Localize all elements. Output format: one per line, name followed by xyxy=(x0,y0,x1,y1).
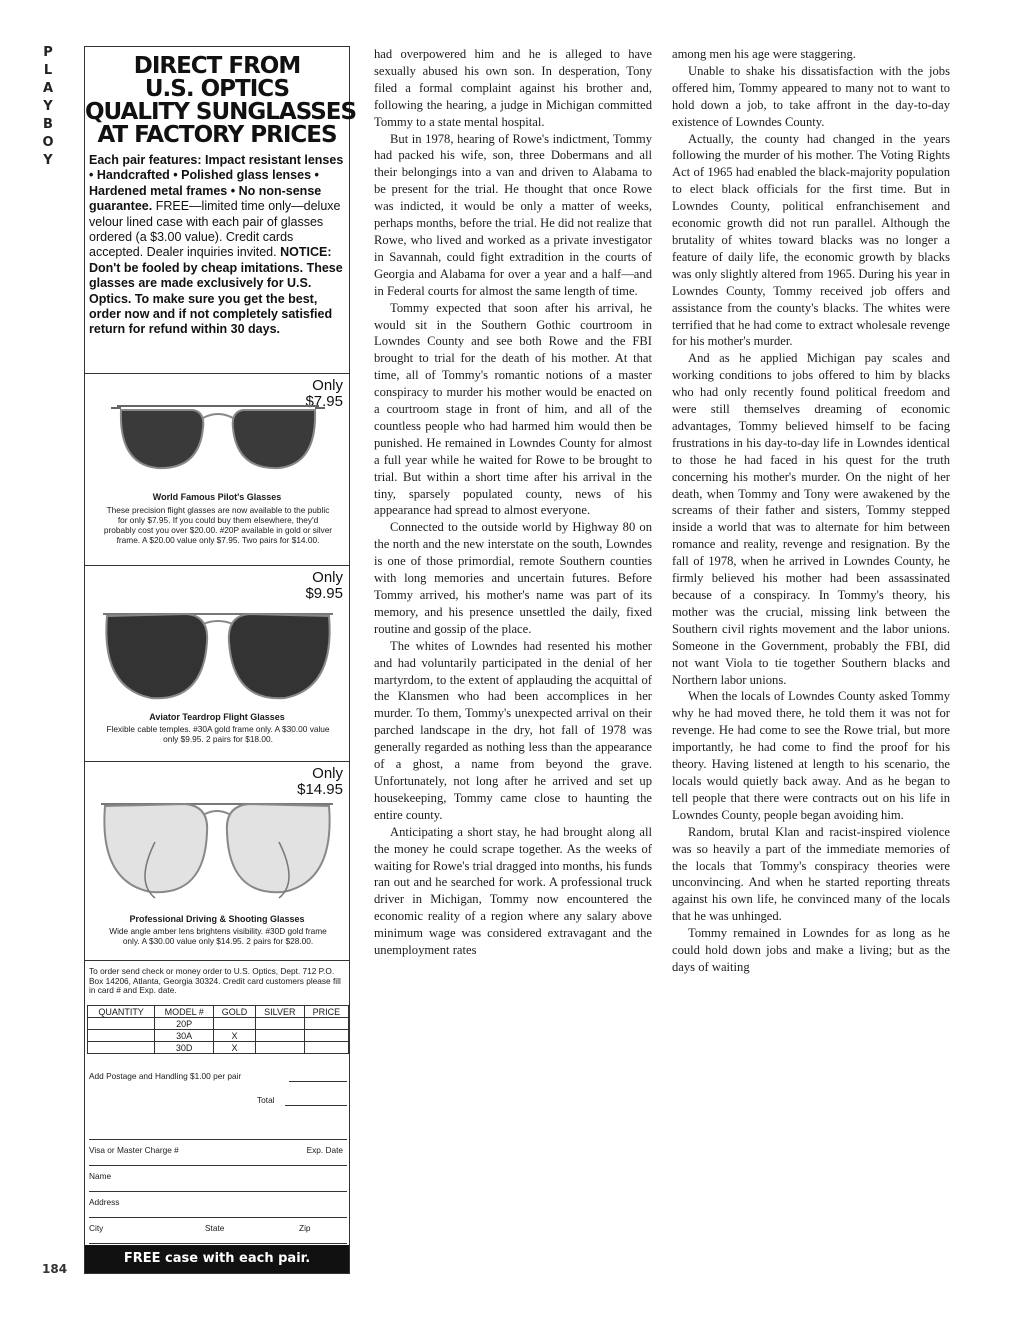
name-label: Name xyxy=(89,1171,112,1181)
order-instructions: To order send check or money order to U.S. Optics, Dept. 712 P.O. Box 14206, Atlanta, Georgia 30324. Credit card customers please fill in card # and Exp. date. xyxy=(89,966,341,995)
headline-line: U.S. OPTICS xyxy=(144,76,290,102)
total-field[interactable] xyxy=(285,1105,347,1106)
product-shooting xyxy=(85,761,349,960)
price-cell[interactable] xyxy=(304,1018,348,1030)
headline-line: AT FACTORY PRICES xyxy=(97,122,337,148)
model-cell: 30A xyxy=(155,1030,214,1042)
price-cell[interactable] xyxy=(304,1042,348,1054)
paragraph: Random, brutal Klan and racist-inspired violence was so heavily a part of the immediate memories of the locals that Tommy's conspiracy theories were unconvincing. And when he started reporting threats against his own life, he convinced many of the locals that he was unhinged. xyxy=(672,824,950,924)
paragraph: When the locals of Lowndes County asked Tommy why he had moved there, he told them it was not for revenge. He had come to see the Rowe trial, but more importantly, he had come to find the proof for his theory. Having listened at length to his scenario, the locals would quietly back away. And as he began to tell people that there were contracts out on his life in Lowndes County, people began avoiding him. xyxy=(672,689,950,822)
city-label: City xyxy=(89,1223,104,1233)
table-row xyxy=(88,1018,349,1030)
price-label: Only xyxy=(312,765,343,782)
postage-field[interactable] xyxy=(289,1081,347,1082)
postage-label: Add Postage and Handling $1.00 per pair xyxy=(89,1071,242,1081)
masthead-letter: P xyxy=(43,45,53,60)
table-header-row xyxy=(88,1006,349,1018)
product-description: Flexible cable temples. #30A gold frame only. A $30.00 value only $9.95. 2 pairs for $18.00. xyxy=(106,724,330,744)
paragraph: Actually, the county had changed in the years following the murder of his mother. The Voting Rights Act of 1965 had enabled the black-majority population to elect black officials for the first time. But in Lowndes County, political enfranchisement and economic growth did not run parallel. Although the brutality of whites toward blacks was no longer a feature of daily life, the economic growth by blacks was only slightly altered from 1965. During his year in Lowndes County, Tommy received job offers and assistance from the county's blacks. The whites were terrified that he had come to extract wholesale revenge for his mother's murder. xyxy=(672,131,950,349)
postage-line xyxy=(89,1071,347,1081)
city-state-zip-field[interactable] xyxy=(89,1223,347,1244)
gold-cell[interactable]: X xyxy=(214,1042,256,1054)
price-value: $9.95 xyxy=(305,585,343,602)
table-header: QUANTITY xyxy=(88,1006,155,1018)
quantity-cell[interactable] xyxy=(88,1030,155,1042)
card-divider xyxy=(89,1119,347,1140)
masthead-letter: Y xyxy=(43,99,53,114)
price-label: Only xyxy=(312,569,343,586)
product-pilot xyxy=(85,373,349,565)
aviator-glasses-image xyxy=(99,594,337,704)
product-name: Aviator Teardrop Flight Glasses xyxy=(149,712,285,722)
order-form xyxy=(85,960,349,1233)
name-field[interactable] xyxy=(89,1171,347,1192)
price-value: $7.95 xyxy=(305,393,343,410)
headline-line: QUALITY SUNGLASSES xyxy=(85,99,357,125)
paragraph: Unable to shake his dissatisfaction with the jobs offered him, Tommy appeared to many not to want to hold down a job, to take affront in the day-to-day existence of Lowndes County. xyxy=(672,63,950,129)
paragraph: But in 1978, hearing of Rowe's indictment, Tommy had packed his wife, son, three Dobermans and all their belongings into a van and driven to Alabama to be present for the trial. He thought that once Rowe was indicted, it would be only a matter of weeks, perhaps months, before the trial. He did not realize that Rowe, who lived and worked as a private investigator in Savannah, could fight extradition in the courts of Georgia and Alabama for over a year and a half—and in Federal courts for almost the same length of time. xyxy=(374,131,653,298)
price-value: $14.95 xyxy=(297,781,343,798)
paragraph: The whites of Lowndes had resented his mother and had voluntarily participated in the denial of her martyrdom, to the extent of applauding the acquittal of the Klansmen who had been accomplices in her murder. To them, Tommy's unexpected arrival on their parched landscape in the dry, hot fall of 1978 was generally regarded as nothing less than the appearance of a ghost, a name from beyond the grave. Unfortunately, not long after he arrived and set up housekeeping, Tommy came close to haunting the entire county. xyxy=(374,638,652,822)
table-row xyxy=(88,1030,349,1042)
price-cell[interactable] xyxy=(304,1030,348,1042)
pilot-glasses-image xyxy=(107,394,329,474)
card-label: Visa or Master Charge # xyxy=(89,1145,179,1155)
price-label: Only xyxy=(312,377,343,394)
headline-line: DIRECT FROM xyxy=(133,53,301,79)
article-column-3 xyxy=(672,46,950,976)
gold-cell[interactable]: X xyxy=(214,1030,256,1042)
paragraph: had overpowered him and he is alleged to have sexually abused his own son. In desperation, Tony filed a formal complaint against his brother and, following the hearing, a judge in Michigan committed Tommy to a state mental hospital. xyxy=(374,47,652,129)
ad-copy xyxy=(89,153,347,338)
table-header: MODEL # xyxy=(155,1006,214,1018)
table-header: PRICE xyxy=(304,1006,348,1018)
table-row xyxy=(88,1042,349,1054)
product-description: Wide angle amber lens brightens visibility. #30D gold frame only. A $30.00 value only $14.95. 2 pairs for $28.00. xyxy=(109,926,327,946)
silver-cell[interactable] xyxy=(255,1030,304,1042)
model-cell: 20P xyxy=(155,1018,214,1030)
table-header: GOLD xyxy=(214,1006,256,1018)
table-header: SILVER xyxy=(255,1006,304,1018)
paragraph: among men his age were staggering. xyxy=(672,47,856,61)
quantity-cell[interactable] xyxy=(88,1018,155,1030)
paragraph: Tommy remained in Lowndes for as long as he could hold down jobs and make a living; but as the days of waiting xyxy=(672,926,950,974)
ad-headline xyxy=(85,53,357,148)
paragraph: And as he applied Michigan pay scales and working conditions to jobs offered to him by blacks who had only recently found political freedom and were still themselves dreaming of economic advantages, Tommy believed himself to be facing frustrations in his day-to-day life in Lowndes identical to those he had faced in his quest for the truth concerning his mother's murder. On the night of her death, when Tommy and Tony were awakened by the screams of their father and sisters, Tommy stepped inside a world that was to alternate for him between romance and reality, revenge and resignation. By the fall of 1978, when he arrived in Lowndes County, he firmly believed his mother had been assassinated because of a conspiracy. In Tommy's theory, his mother was the crucial, missing link between the Southern civil rights movement and the labor unions. Someone in the Government, probably the FBI, did not want Viola to tie together Southern blacks and Northern labor unions. xyxy=(672,351,950,687)
product-aviator xyxy=(85,565,349,761)
gold-cell[interactable] xyxy=(214,1018,256,1030)
quantity-cell[interactable] xyxy=(88,1042,155,1054)
address-label: Address xyxy=(89,1197,120,1207)
product-description: These precision flight glasses are now available to the public for only $7.95. If you could buy them elsewhere, they'd probably cost you over $20.00. #20P available in gold or silver frame. A $20.00 value only $7.95. Two pairs for $14.00. xyxy=(103,505,333,545)
card-line[interactable] xyxy=(89,1145,347,1166)
silver-cell[interactable] xyxy=(255,1018,304,1030)
zip-label: Zip xyxy=(299,1223,311,1233)
state-label: State xyxy=(205,1223,225,1233)
paragraph: Connected to the outside world by Highway 80 on the north and the new interstate on the south, Lowndes is one of those primordial, remote Southern counties with long memories and uncertain futures. Before Tommy arrived, his mother's name was part of its memory, and his presence unsettled the daily, fixed routine and gossip of the place. xyxy=(374,520,652,636)
model-cell: 30D xyxy=(155,1042,214,1054)
masthead-letter: L xyxy=(43,63,53,78)
paragraph: Anticipating a short stay, he had brought along all the money he could scrape together. As the weeks of waiting for Rowe's trial dragged into months, his funds ran out and he searched for work. A professional truck driver in Michigan, Tommy now encountered the economic reality of a region where any salary above minimum wage was considered extravagant and the unemployment rates xyxy=(374,824,652,958)
silver-cell[interactable] xyxy=(255,1042,304,1054)
free-case-banner: FREE case with each pair. xyxy=(85,1245,349,1273)
advertisement xyxy=(84,46,357,1274)
shooting-glasses-image xyxy=(95,782,339,906)
masthead-letter: B xyxy=(43,117,53,132)
product-name: Professional Driving & Shooting Glasses xyxy=(129,914,305,924)
total-label: Total xyxy=(257,1095,275,1105)
paragraph: Tommy expected that soon after his arrival, he would sit in the Southern Gothic courtroom in Lowndes County and see both Rowe and the FBI brought to trial for the death of his mother. At that time, all of Tommy's romantic notions of a master conspiracy to murder his mother would be enacted on a courtroom stage in front of him, and all of the countless people who had harmed him would then be punished. He remained in Lowndes County for almost a full year while he waited for Rowe to be brought to trial. But within a short time after his arrival in the tiny, sparsely populated county, news of his appearance had spread to almost everyone. xyxy=(374,300,652,518)
masthead-letter: A xyxy=(42,81,54,96)
article-column-2 xyxy=(374,46,652,959)
ad-intro: Each pair features: Impact resistant lenses • Handcrafted • Polished glass lenses • Hardened metal frames • No non-sense guarantee. xyxy=(89,153,344,214)
masthead xyxy=(38,44,58,170)
product-name: World Famous Pilot's Glasses xyxy=(152,492,282,502)
page-number: 184 xyxy=(42,1262,68,1276)
ad-notice: NOTICE: Don't be fooled by cheap imitations. These glasses are made exclusively for U.S. Optics. To make sure you get the best, order now and if not completely satisfied return for refund within 30 days. xyxy=(89,245,343,337)
order-table xyxy=(87,1005,349,1054)
address-field[interactable] xyxy=(89,1197,347,1218)
masthead-letter: Y xyxy=(43,153,53,168)
ad-free-offer: FREE—limited time only—deluxe velour lined case with each pair of glasses ordered (a $3.00 value). Credit cards accepted. Dealer inquiries invited. xyxy=(89,199,341,260)
masthead-letter: O xyxy=(42,135,54,150)
exp-date-label: Exp. Date xyxy=(306,1145,343,1155)
